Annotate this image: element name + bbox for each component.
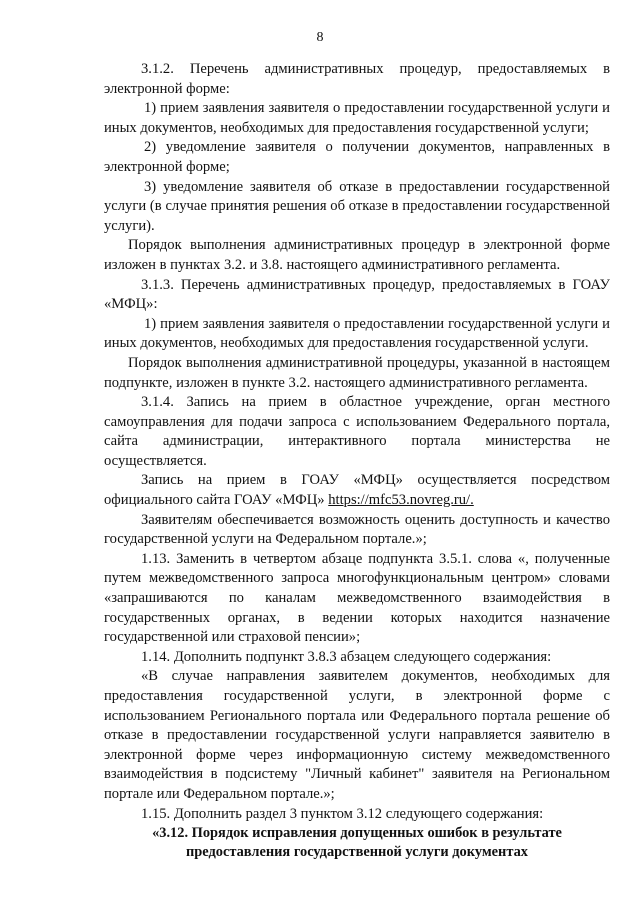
- page-number: 8: [316, 30, 324, 45]
- paragraph: 1.13. Заменить в четвертом абзаце подпункта 3.5.1. слова «, полученные путем межведомственного запроса многофункциональным центром» словами «запрашиваются по каналам межведомственного взаимодействия в государственных органах, в ведении которых находится назначение государственной или страховой пенсии»;: [104, 550, 610, 646]
- paragraph: Заявителям обеспечивается возможность оценить доступность и качество государственной услуги на Федеральном портале.»;: [104, 511, 610, 548]
- paragraph: 1.14. Дополнить подпункт 3.8.3 абзацем следующего содержания:: [141, 648, 552, 665]
- paragraph: 3.1.4. Запись на прием в областное учреждение, орган местного самоуправления для подачи запроса с использованием Федерального портала, сайта администрации, интерактивного портала министерства не осуществляется.: [104, 394, 610, 469]
- paragraph: 1.15. Дополнить раздел 3 пунктом 3.12 следующего содержания:: [141, 805, 544, 822]
- paragraph: 3.1.2. Перечень административных процедур, предоставляемых в электронной форме:: [104, 61, 610, 97]
- paragraph: Порядок выполнения административной процедуры, указанной в настоящем подпункте, изложен в пункте 3.2. настоящего административного регламента.: [104, 354, 610, 391]
- paragraph: Запись на прием в ГОАУ «МФЦ» осуществляется посредством официального сайта ГОАУ «МФЦ» https://mfc53.novreg.ru/.: [104, 472, 610, 509]
- section-heading-line: «3.12. Порядок исправления допущенных ошибок в результате: [152, 825, 562, 842]
- paragraph: Порядок выполнения административных процедур в электронной форме изложен в пунктах 3.2. и 3.8. настоящего административного регламента.: [104, 237, 610, 273]
- section-heading: [104, 824, 610, 862]
- paragraph: 3.1.3. Перечень административных процедур, предоставляемых в ГОАУ «МФЦ»:: [104, 276, 610, 313]
- mfc-website-link[interactable]: https://mfc53.novreg.ru/.: [328, 492, 474, 509]
- paragraph: 1) прием заявления заявителя о предоставлении государственной услуги и иных документов, необходимых для предоставления государственной услуги;: [104, 100, 610, 136]
- paragraph: 3) уведомление заявителя об отказе в предоставлении государственной услуги (в случае принятия решения об отказе в предоставлении государственной услуги).: [104, 178, 610, 234]
- paragraph: «В случае направления заявителем документов, необходимых для предоставления государственной услуги, в электронной форме с использованием Регионального портала или Федерального портала решение об отказе в предоставлении государственной услуги направляется заявителю в электронной форме через информационную систему межведомственного взаимодействия в подсистему "Личный кабинет" заявителя на Региональном портале или Федеральном портале.»;: [104, 668, 610, 802]
- document-body: [104, 60, 610, 862]
- paragraph: 1) прием заявления заявителя о предоставлении государственной услуги и иных документов, необходимых для предоставления государственной услуги.: [104, 315, 610, 352]
- paragraph: 2) уведомление заявителя о получении документов, направленных в электронной форме;: [104, 139, 610, 175]
- section-heading-line: предоставления государственной услуги документах: [186, 844, 528, 861]
